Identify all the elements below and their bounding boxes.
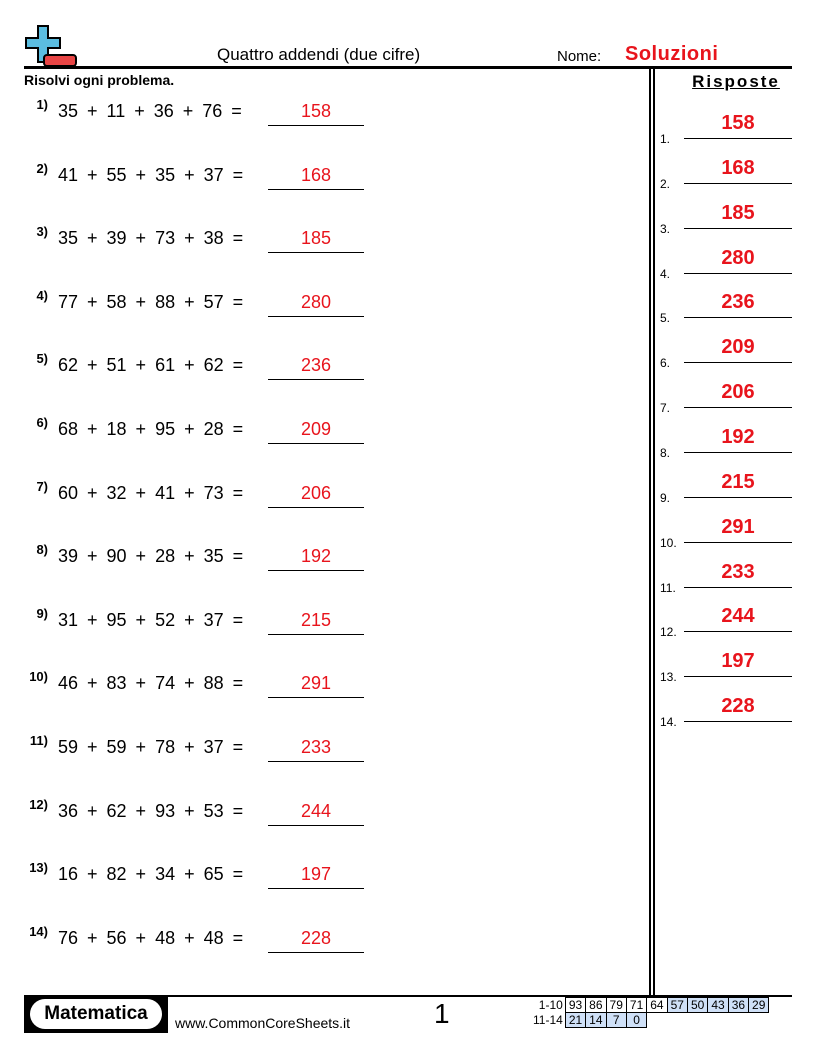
answer-key-value: 233 [721, 560, 755, 583]
answer-key-number: 5. [660, 311, 671, 326]
problem-answer: 233 [300, 737, 332, 757]
answer-key-line [684, 228, 792, 229]
answer-key-number: 3. [660, 221, 671, 236]
answer-key-value: 215 [721, 470, 755, 493]
score-cell: 93 [565, 998, 585, 1013]
problem-number: 9) [36, 605, 48, 621]
score-table [530, 997, 769, 1028]
answer-line [268, 888, 364, 889]
problem-number: 5) [36, 351, 48, 367]
score-cell: 50 [687, 998, 707, 1013]
answer-key-line [684, 721, 792, 722]
problem-number: 11) [29, 733, 48, 748]
answer-key-value: 291 [721, 515, 755, 538]
answer-line [268, 634, 364, 635]
answer-key-line [684, 542, 792, 543]
score-cell: 7 [606, 1013, 626, 1028]
answer-key-value: 228 [721, 695, 755, 718]
answer-line [268, 697, 364, 698]
answer-key-number: 7. [660, 401, 671, 416]
answer-key-line [684, 631, 792, 632]
problem-expression: 68 + 18 + 95 + 28 = [58, 419, 244, 439]
problem-number: 3) [36, 224, 48, 240]
answer-line [268, 507, 364, 508]
problem-number: 12) [29, 796, 48, 812]
answer-key-line [684, 138, 792, 139]
problem-answer: 228 [300, 927, 332, 948]
problem-answer: 244 [300, 800, 332, 821]
name-label: Nome: [557, 48, 602, 65]
page-number: 1 [434, 998, 450, 1029]
answer-key-number: 13. [660, 670, 677, 685]
answer-key-value: 280 [721, 246, 755, 269]
score-row-label: 11-14 [533, 1013, 563, 1027]
answer-key-value: 158 [721, 112, 755, 134]
answer-key-number: 11. [660, 580, 676, 595]
score-cell: 64 [647, 998, 667, 1013]
answer-key-value: 197 [721, 650, 755, 673]
problem-answer: 206 [300, 482, 332, 503]
problem-answer: 215 [300, 609, 332, 630]
answer-key-number: 12. [660, 625, 677, 640]
problem-number: 13) [29, 860, 48, 876]
problem-expression: 60 + 32 + 41 + 73 = [58, 482, 244, 503]
answer-key-number: 14. [660, 715, 677, 730]
problem-expression: 46 + 83 + 74 + 88 = [58, 673, 244, 694]
header-divider [24, 66, 792, 69]
name-value: Soluzioni [625, 43, 719, 65]
problem-expression: 16 + 82 + 34 + 65 = [58, 864, 244, 885]
answer-key-line [684, 407, 792, 408]
score-cell: 79 [606, 998, 626, 1013]
answer-line [268, 761, 364, 762]
score-row [530, 998, 769, 1013]
site-link[interactable]: www.CommonCoreSheets.it [175, 1015, 351, 1031]
answer-line [268, 316, 364, 317]
answer-key-value: 209 [721, 336, 755, 359]
answer-line [268, 825, 364, 826]
problem-number: 8) [36, 542, 48, 558]
score-row [530, 1013, 769, 1028]
column-divider [649, 69, 651, 996]
problem-expression: 62 + 51 + 61 + 62 = [58, 355, 244, 376]
score-cell: 14 [586, 1013, 606, 1028]
problem-expression: 41 + 55 + 35 + 37 = [58, 164, 244, 185]
score-cell: 86 [586, 998, 606, 1013]
answer-key-value: 185 [721, 201, 755, 224]
problem-answer: 197 [300, 864, 332, 885]
answer-key-number: 10. [660, 535, 677, 550]
answer-key-line [684, 183, 792, 184]
problem-number: 2) [36, 160, 48, 176]
problem-answer: 280 [300, 291, 332, 312]
score-row-label: 1-10 [538, 998, 563, 1012]
answer-key-number: 1. [660, 132, 671, 146]
answer-line [268, 252, 364, 253]
problem-expression: 36 + 62 + 93 + 53 = [58, 800, 244, 821]
answer-line [268, 379, 364, 380]
answer-key-number: 9. [660, 490, 671, 505]
score-cell: 0 [626, 1013, 646, 1028]
answer-key-value: 192 [721, 425, 755, 448]
answer-key-value: 168 [721, 156, 755, 179]
answer-key-value: 236 [721, 291, 755, 314]
problem-expression: 77 + 58 + 88 + 57 = [58, 291, 244, 312]
answer-key-line [684, 362, 792, 363]
answer-key-line [684, 273, 792, 274]
answer-key-title: Risposte [692, 72, 780, 91]
score-cell: 21 [565, 1013, 585, 1028]
problem-expression: 76 + 56 + 48 + 48 = [58, 927, 244, 948]
problem-number: 6) [36, 415, 48, 430]
problem-answer: 291 [300, 673, 332, 694]
answer-key-number: 2. [660, 176, 671, 191]
score-cell: 29 [749, 998, 769, 1013]
problem-answer: 158 [300, 101, 332, 121]
answer-key-line [684, 317, 792, 318]
problem-answer: 168 [300, 164, 332, 185]
answer-key-line [684, 497, 792, 498]
problem-expression: 31 + 95 + 52 + 37 = [58, 609, 244, 630]
answer-key-line [684, 676, 792, 677]
problem-answer: 185 [300, 228, 332, 249]
problem-number: 4) [36, 287, 48, 303]
problem-number: 14) [29, 923, 48, 939]
logo-text: Matematica [30, 999, 162, 1029]
problem-number: 1) [36, 97, 48, 112]
problem-expression: 35 + 11 + 36 + 76 = [58, 101, 242, 121]
column-divider [653, 69, 655, 996]
problem-expression: 59 + 59 + 78 + 37 = [58, 737, 244, 757]
answer-key-number: 4. [660, 266, 671, 281]
score-cell: 36 [728, 998, 748, 1013]
plus-minus-icon [24, 24, 80, 68]
problem-answer: 192 [300, 546, 332, 567]
answer-key-line [684, 452, 792, 453]
answer-key-line [684, 587, 792, 588]
answer-line [268, 443, 364, 444]
answer-key-value: 206 [721, 381, 755, 404]
problem-answer: 236 [300, 355, 332, 376]
score-cell: 43 [708, 998, 728, 1013]
problem-number: 7) [36, 478, 48, 494]
answer-line [268, 570, 364, 571]
answer-line [268, 189, 364, 190]
answer-key-number: 8. [660, 445, 671, 460]
answer-line [268, 125, 364, 126]
problem-expression: 35 + 39 + 73 + 38 = [58, 228, 244, 249]
answer-key-value: 244 [721, 605, 755, 628]
worksheet-title: Quattro addendi (due cifre) [217, 45, 421, 64]
answer-key-number: 6. [660, 356, 671, 371]
score-cell: 71 [626, 998, 646, 1013]
score-cell: 57 [667, 998, 687, 1013]
instructions: Risolvi ogni problema. [24, 72, 175, 88]
problem-number: 10) [29, 669, 48, 685]
problem-expression: 39 + 90 + 28 + 35 = [58, 546, 244, 567]
problem-answer: 209 [300, 419, 332, 439]
answer-line [268, 952, 364, 953]
